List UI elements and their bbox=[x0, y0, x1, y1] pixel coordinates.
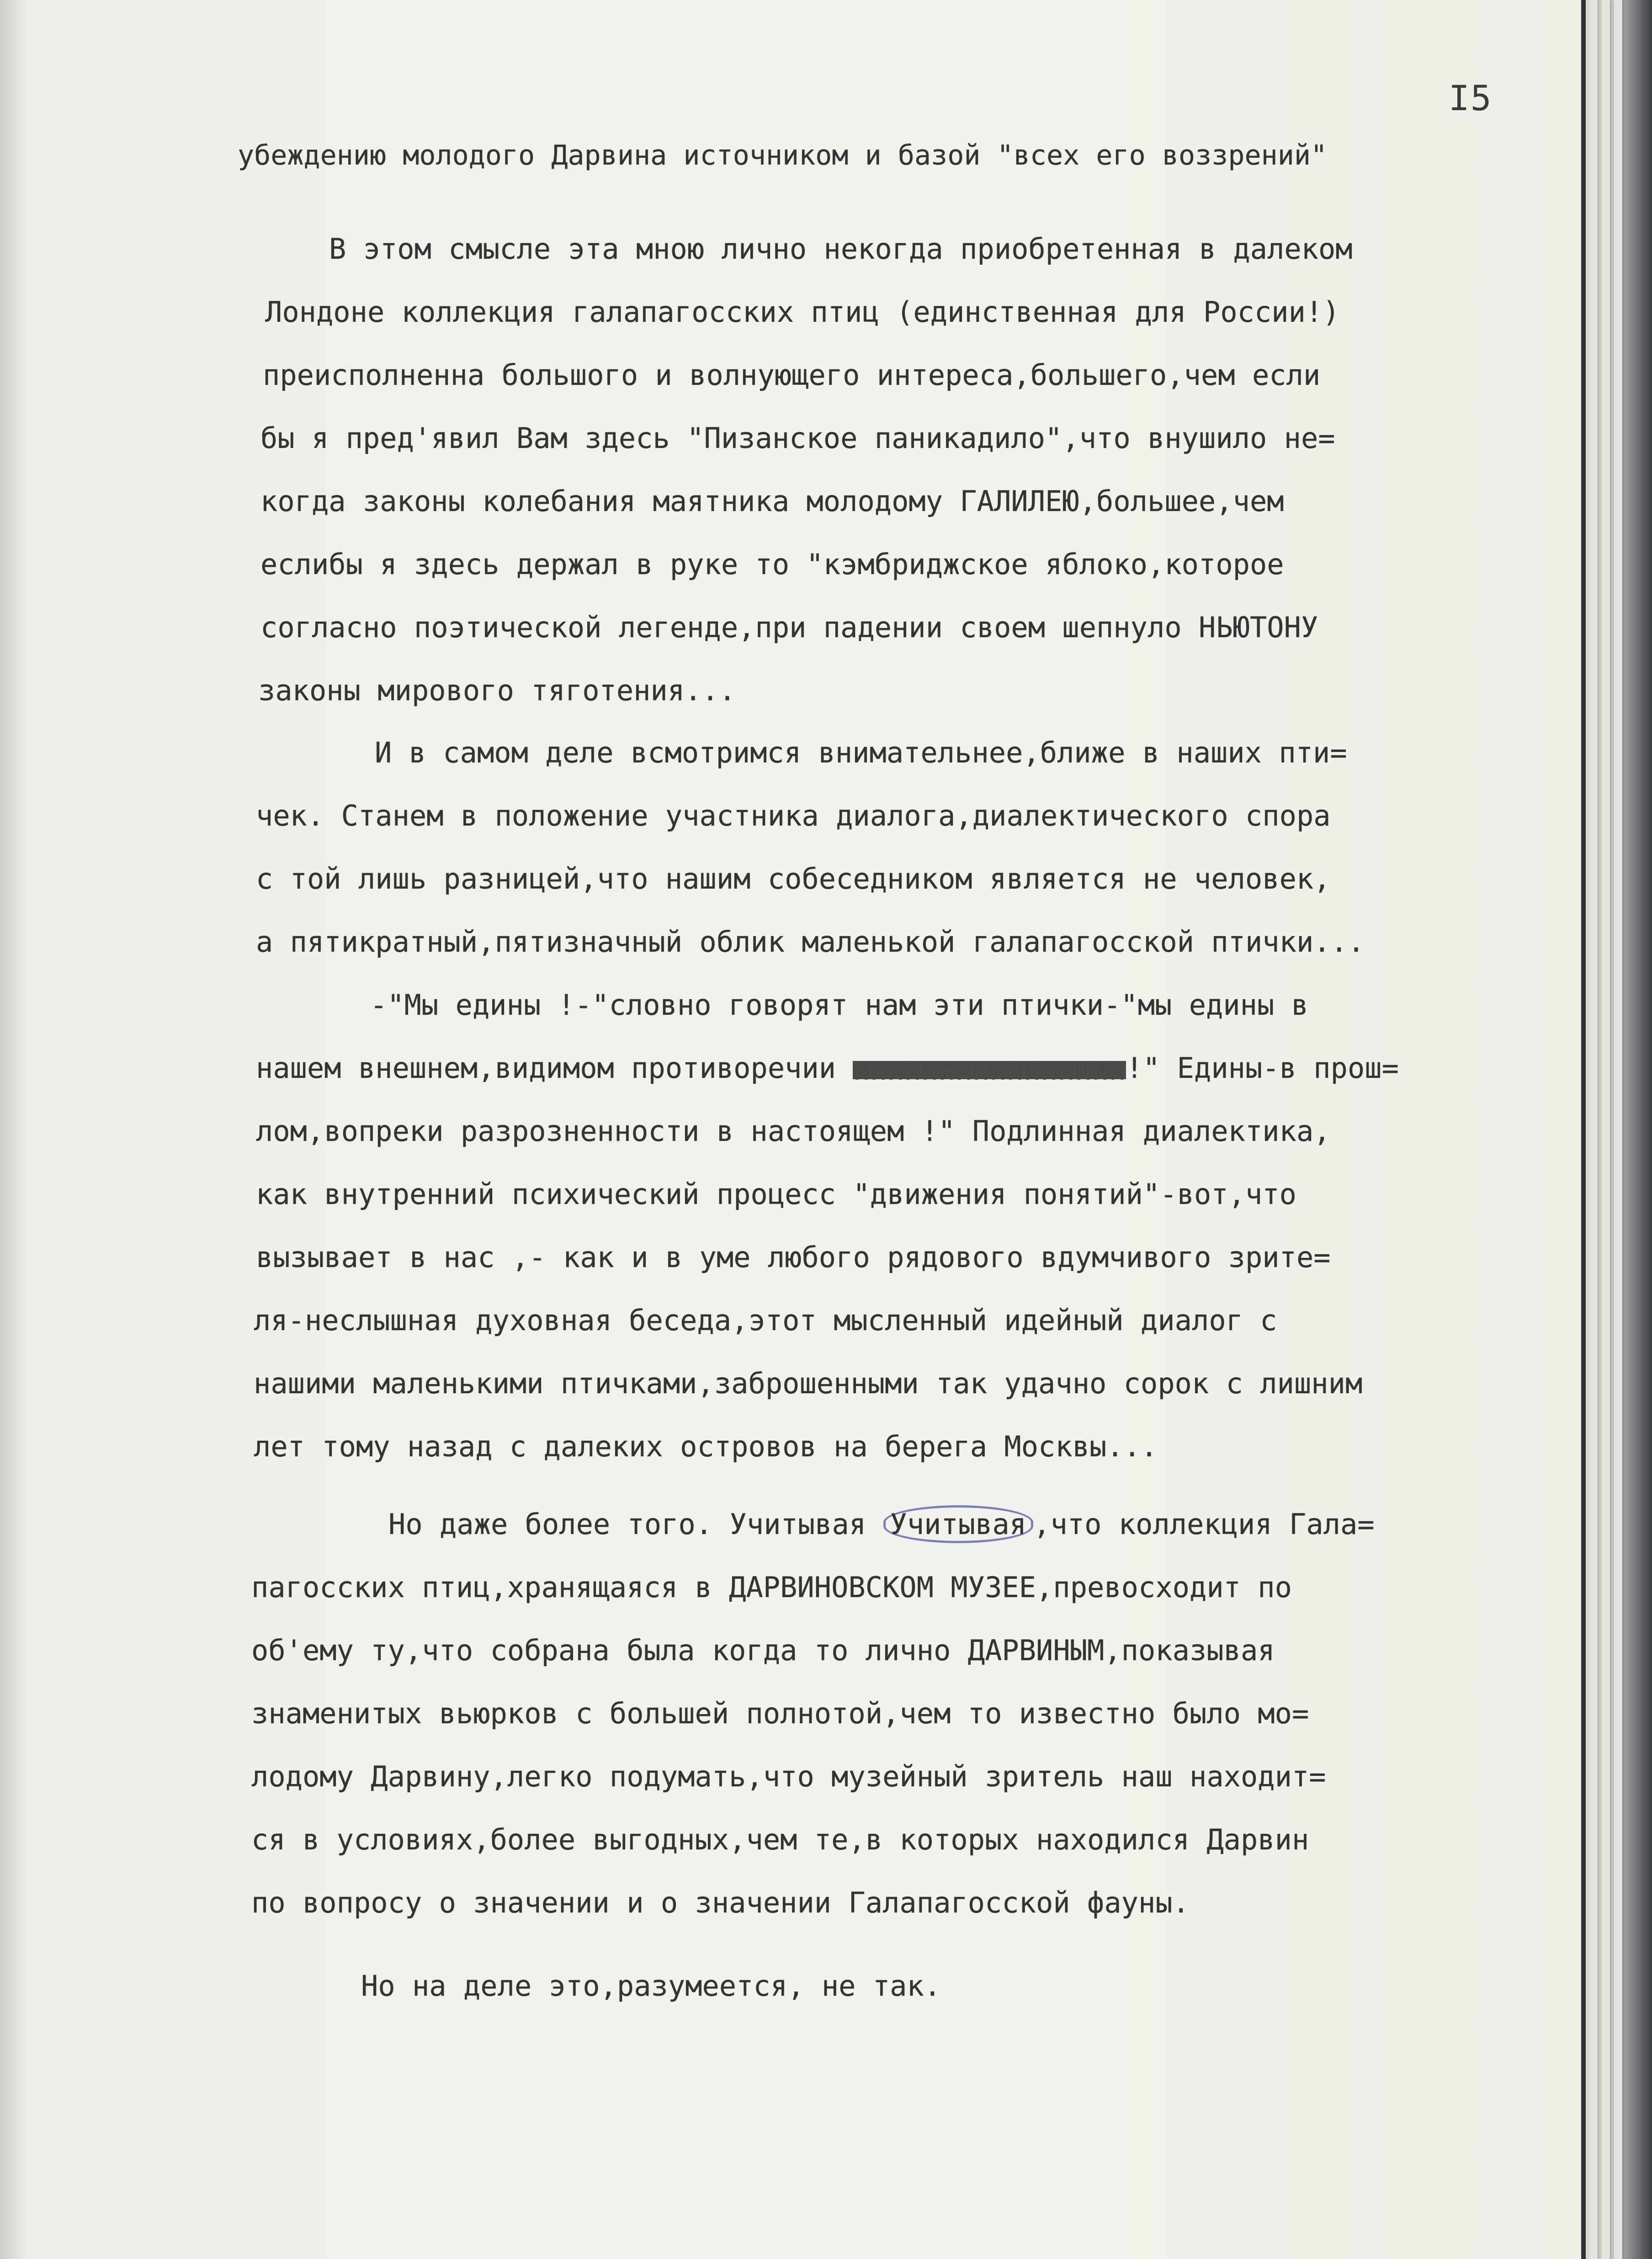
text-line: В этом смысле эта мною лично некогда приобретенная в далеком bbox=[329, 232, 1353, 266]
text-line: И в самом деле всмотримся внимательнее,ближе в наших пти= bbox=[375, 736, 1347, 769]
text-line: ся в условиях,более выгодных,чем те,в которых находился Дарвин bbox=[251, 1823, 1309, 1856]
text-line: ля-неслышная духовная беседа,этот мысленный идейный диалог с bbox=[254, 1304, 1277, 1337]
text-line: пагосских птиц,хранящаяся в ДАРВИНОВСКОМ МУЗЕЕ,превосходит по bbox=[251, 1571, 1292, 1604]
underlying-sheet-edge bbox=[1589, 0, 1598, 2259]
underlying-sheet-edge bbox=[1602, 0, 1610, 2259]
text-line: Лондоне коллекция галапагосских птиц (единственная для России!) bbox=[265, 295, 1340, 329]
text-line: об'ему ту,что собрана была когда то лично ДАРВИНЫМ,показывая bbox=[251, 1634, 1275, 1667]
text-line: по вопросу о значении и о значении Галапагосской фауны. bbox=[251, 1886, 1190, 1919]
text-line: согласно поэтической легенде,при падении своем шепнуло НЬЮТОНУ bbox=[260, 611, 1318, 644]
text-line: лодому Дарвину,легко подумать,что музейный зритель наш находит= bbox=[251, 1760, 1326, 1793]
text-line: -"Мы едины !-"словно говорят нам эти птички-"мы едины в bbox=[370, 988, 1308, 1022]
text-line: с той лишь разницей,что нашим собеседником является не человек, bbox=[256, 862, 1331, 895]
text-line: как внутренний психический процесс "движения понятий"-вот,что bbox=[256, 1177, 1296, 1211]
line-start: нашем внешнем,видимом противоречии bbox=[256, 1051, 836, 1085]
text-line: убеждению молодого Дарвина источником и базой "всех его воззрений" bbox=[238, 139, 1328, 171]
struck-out-text: ииииииииииииииии bbox=[853, 1053, 1126, 1087]
text-line: еслибы я здесь держал в руке то "кэмбриджское яблоко,которое bbox=[260, 548, 1284, 581]
text-line: преисполненна большого и волнующего интереса,большего,чем если bbox=[263, 358, 1321, 392]
text-line: законы мирового тяготения... bbox=[258, 674, 736, 707]
binding-shadow bbox=[0, 0, 27, 2259]
text-line: а пятикратный,пятизначный облик маленькой галапагосской птички... bbox=[256, 925, 1365, 959]
text-line: бы я пред'явил Вам здесь "Пизанское паникадило",что внушило не= bbox=[260, 421, 1335, 455]
text-line: чек. Станем в положение участника диалога,диалектического спора bbox=[256, 799, 1331, 832]
text-line bbox=[388, 1504, 1375, 1545]
line-start: Но даже более того. Учитывая bbox=[388, 1508, 866, 1541]
circled-word: Учитывая bbox=[883, 1505, 1034, 1543]
line-end: ,что коллекция Гала= bbox=[1033, 1508, 1375, 1541]
text-line: когда законы колебания маятника молодому ГАЛИЛЕЮ,большее,чем bbox=[260, 485, 1284, 518]
text-line: нашими маленькими птичками,заброшенными так удачно сорок с лишним bbox=[254, 1367, 1363, 1400]
text-line: вызывает в нас ,- как и в уме любого рядового вдумчивого зрите= bbox=[256, 1241, 1331, 1274]
line-end: !" Едины-в прош= bbox=[1126, 1051, 1399, 1085]
text-line: лет тому назад с далеких островов на берега Москвы... bbox=[254, 1430, 1158, 1463]
text-line: Но на деле это,разумеется, не так. bbox=[361, 1969, 941, 2003]
text-line: лом,вопреки разрозненности в настоящем !" Подлинная диалектика, bbox=[256, 1114, 1331, 1148]
page-number: I5 bbox=[1449, 78, 1493, 118]
text-line: знаменитых вьюрков с большей полнотой,чем то известно было мо= bbox=[251, 1697, 1309, 1730]
underlying-sheet-edge bbox=[1614, 0, 1622, 2259]
text-line bbox=[256, 1048, 1399, 1089]
